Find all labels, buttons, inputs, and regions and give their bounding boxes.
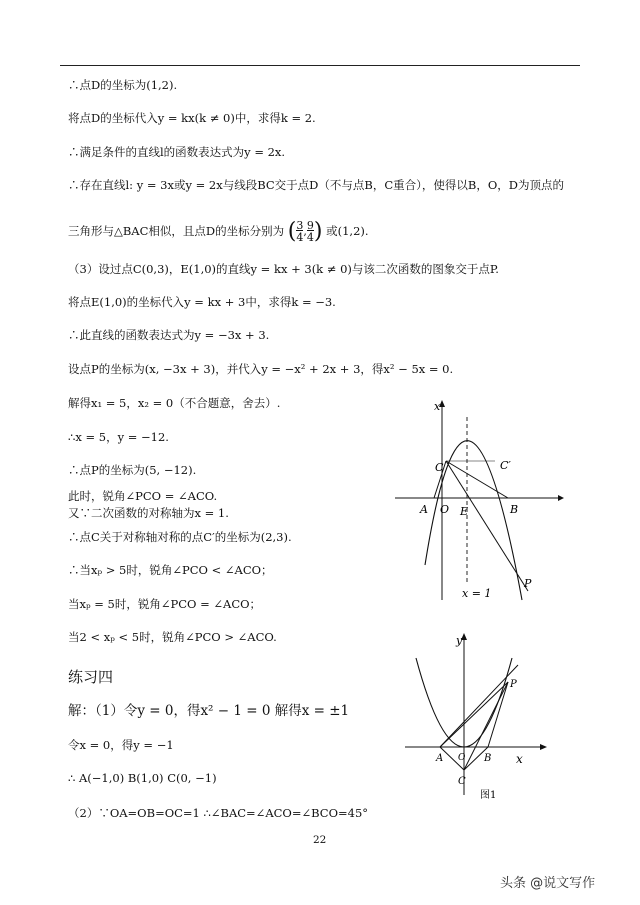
line-20: 令x = 0，得y = −1 [68, 738, 174, 752]
line-1: ∴点D的坐标为(1,2). [68, 78, 178, 92]
line-4: ∴存在直线l: y = 3x或y = 2x与线段BC交于点D（不与点B，C重合），使得以B，O，D为顶点的 [68, 178, 564, 192]
fig2-point-p: P [510, 679, 517, 690]
line-5a: 三角形与△BAC相似，且点D的坐标分别为 [68, 224, 285, 238]
line-22: （2）∵OA=OB=OC=1 ∴∠BAC=∠ACO=∠BCO=45° [68, 806, 369, 820]
frac-den-1: 4 [296, 231, 304, 244]
figure-1-graph [390, 395, 570, 605]
fig2-point-a: A [436, 753, 444, 764]
frac-den-2: 4 [306, 231, 314, 244]
coordinate-fraction: $(\frac{3}{4},\frac{9}{4})$ [287, 219, 323, 244]
line-21: ∴ A(−1,0) B(1,0) C(0, −1) [68, 771, 217, 785]
line-2: 将点D的坐标代入y = kx(k ≠ 0)中，求得k = 2. [68, 111, 316, 125]
line-3: ∴满足条件的直线l的函数表达式为y = 2x. [68, 145, 286, 159]
fig2-point-o: O [458, 753, 466, 763]
fig2-point-b: B [484, 753, 492, 764]
fig1-point-c: C [435, 461, 444, 474]
fig1-x-axis-label: x [434, 400, 441, 413]
fig1-point-p: P [524, 577, 532, 590]
frac-num-1: 3 [296, 219, 304, 232]
fig2-y-axis-label: y [456, 634, 463, 647]
line-15: ∴点C关于对称轴对称的点C′的坐标为(2,3). [68, 530, 292, 544]
fig2-point-c: C [458, 776, 466, 787]
line-18: 当2 < xₚ < 5时，锐角∠PCO > ∠ACO. [68, 630, 277, 644]
line-16: ∴当xₚ > 5时，锐角∠PCO < ∠ACO； [68, 563, 273, 577]
line-11: ∴x = 5，y = −12. [68, 430, 169, 444]
fig1-point-o: O [440, 503, 450, 516]
fig1-symmetry-label: x = 1 [462, 587, 492, 600]
fig2-x-axis-label: x [516, 752, 523, 766]
figure-2-graph [400, 630, 560, 802]
fig1-point-a: A [420, 503, 428, 516]
fig1-point-b: B [510, 503, 519, 516]
line-5 [68, 220, 369, 244]
line-8: ∴此直线的函数表达式为y = −3x + 3. [68, 328, 270, 342]
line-19: 解：（1）令y = 0，得x² − 1 = 0 解得x = ±1 [68, 703, 350, 719]
line-5b: 或(1,2). [326, 224, 369, 238]
line-13: 此时，锐角∠PCO = ∠ACO. [68, 489, 218, 503]
header-rule [60, 65, 580, 66]
watermark: 头条 @说文写作 [500, 876, 596, 891]
section-heading: 练习四 [68, 668, 114, 686]
frac-num-2: 9 [306, 219, 314, 232]
line-7: 将点E(1,0)的坐标代入y = kx + 3中，求得k = −3. [68, 295, 336, 309]
line-14: 又∵二次函数的对称轴为x = 1. [68, 506, 229, 520]
page-number: 22 [313, 834, 327, 846]
fig2-caption: 图1 [480, 790, 497, 801]
line-9: 设点P的坐标为(x, −3x + 3)，并代入y = −x² + 2x + 3，得x² − 5x = 0. [68, 362, 454, 376]
line-12: ∴点P的坐标为(5, −12). [68, 463, 197, 477]
line-6: （3）设过点C(0,3)，E(1,0)的直线y = kx + 3(k ≠ 0)与该二次函数的图象交于点P. [68, 262, 499, 276]
line-17: 当xₚ = 5时，锐角∠PCO = ∠ACO； [68, 597, 262, 611]
fig1-point-e: E [460, 505, 469, 518]
line-10: 解得x₁ = 5，x₂ = 0（不合题意，舍去）. [68, 396, 281, 410]
fig1-point-c-prime: C′ [500, 459, 511, 472]
